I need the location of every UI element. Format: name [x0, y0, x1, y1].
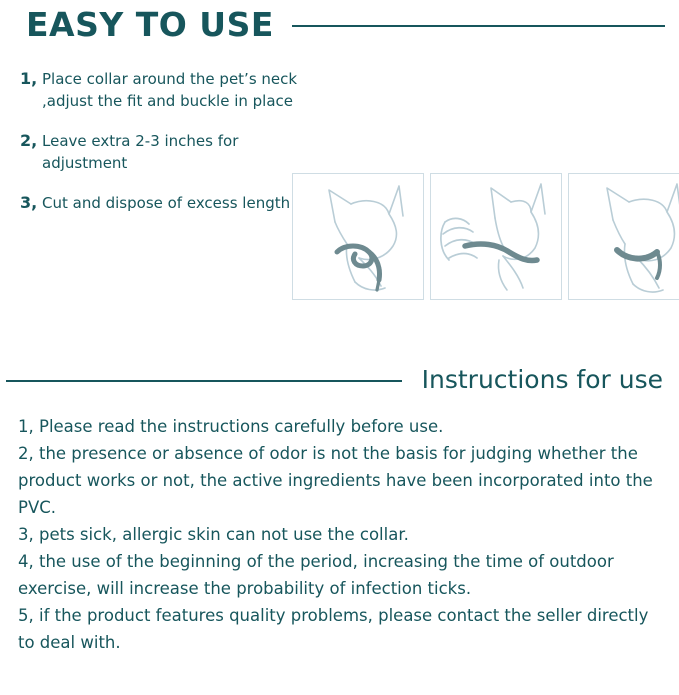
instructions-title-row	[0, 355, 679, 403]
hand-adjusting-collar-icon	[431, 174, 561, 299]
step-number: 1,	[20, 69, 38, 88]
list-item	[20, 192, 300, 214]
list-item: 5, if the product features quality problems, please contact the seller directly to deal with.	[18, 606, 649, 652]
easy-to-use-body	[0, 48, 679, 338]
list-item: 4, the use of the beginning of the period, increasing the time of outdoor exercise, will increase the probability of infection ticks.	[18, 552, 614, 598]
illustration-panel-3	[568, 173, 679, 300]
instructions-divider	[6, 380, 402, 382]
instructions-list	[0, 403, 679, 656]
cat-with-collar-loop-icon	[293, 174, 423, 299]
list-item: 2, the presence or absence of odor is not the basis for judging whether the product works or not, the active ingredients have been incorporated into the PVC.	[18, 444, 653, 517]
easy-to-use-section	[0, 0, 679, 338]
instructions-title: Instructions for use	[421, 364, 663, 394]
instructions-section	[0, 355, 679, 656]
list-item	[20, 130, 300, 174]
title-divider	[292, 25, 665, 27]
illustration-panel-1	[292, 173, 424, 300]
illustration-panel-2	[430, 173, 562, 300]
step-number: 3,	[20, 193, 38, 212]
page-title: EASY TO USE	[26, 4, 274, 44]
list-item: 1, Please read the instructions carefully before use.	[18, 417, 444, 436]
list-item: 3, pets sick, allergic skin can not use the collar.	[18, 525, 409, 544]
step-text: Leave extra 2-3 inches for adjustment	[42, 132, 239, 172]
steps-list	[20, 68, 300, 232]
step-number: 2,	[20, 131, 38, 150]
list-item	[20, 68, 300, 112]
illustration-panels	[292, 173, 679, 300]
easy-to-use-title-row	[0, 0, 679, 48]
step-text: Cut and dispose of excess length	[42, 194, 291, 212]
step-text: Place collar around the pet’s neck ,adjust the fit and buckle in place	[42, 70, 298, 110]
cat-wearing-fitted-collar-icon	[569, 174, 679, 299]
